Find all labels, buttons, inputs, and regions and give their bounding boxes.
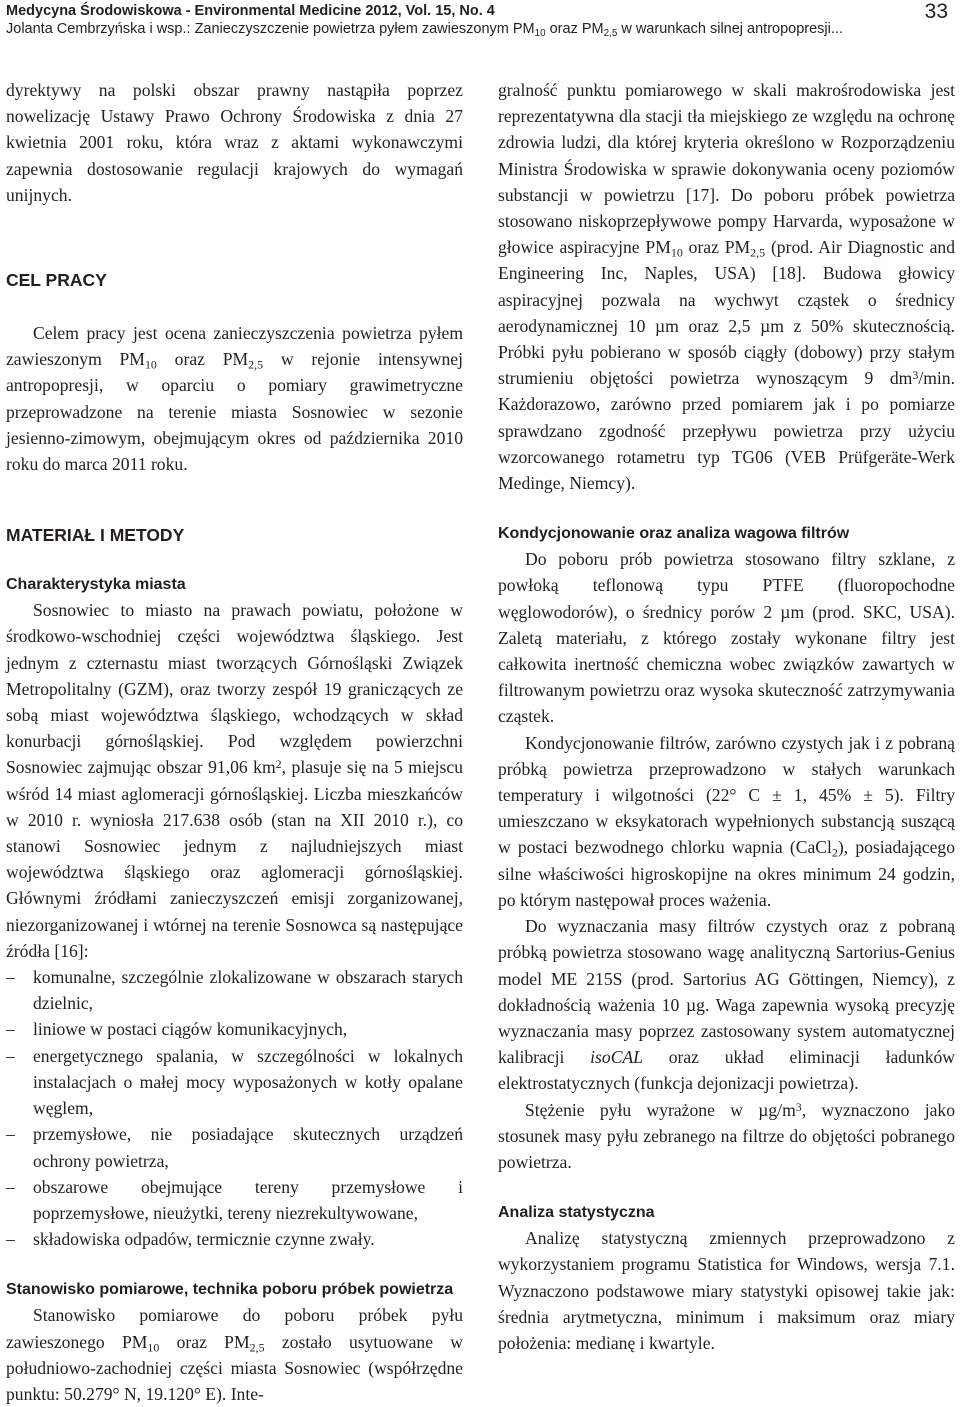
text-run: Kondycjonowanie filtrów, zarówno czystych jak i z pobraną próbką powietrza przeprowadzono w stałych warunkach temperatury i wilgotności (22° C ± 1, 45% ± 5). Filtry umieszczano w eksykatorach wypełnionych substancją suszącą w postaci bezwodnego chlorku wapnia (CaCl bbox=[498, 732, 955, 858]
superscript: 2 bbox=[275, 757, 282, 772]
text-run: Celem pracy jest ocena zanieczyszczenia powietrza pyłem zawieszonym PM bbox=[6, 323, 463, 370]
text-run: oraz PM bbox=[682, 237, 751, 258]
text-run: Stężenie pyłu wyrażone w µg/m bbox=[525, 1099, 796, 1120]
filters-paragraph-2 bbox=[498, 730, 955, 913]
left-column bbox=[6, 77, 463, 1407]
authors-text: w warunkach silnej antropopresji... bbox=[617, 21, 843, 37]
filters-paragraph-3 bbox=[498, 913, 955, 1096]
stats-paragraph: Analizę statystyczną zmiennych przeprowadzono z wykorzystaniem programu Statistica for Windows, wersja 7.1. Wyznaczono podstawowe miary statystyki opisowej takie jak: średnia arytmetyczna, minimum i maksimum oraz miary położenia: medianę i kwartyle. bbox=[498, 1228, 955, 1353]
text-run: , wyznaczono jako stosunek masy pyłu zebranego na filtrze do objętości pobranego powietrza. bbox=[498, 1099, 955, 1172]
city-paragraph bbox=[6, 597, 463, 964]
aim-heading: CEL PRACY bbox=[6, 270, 107, 291]
station-paragraph bbox=[6, 1302, 463, 1407]
filters-heading: Kondycjonowanie oraz analiza wagowa filtrów bbox=[498, 525, 850, 543]
subscript: 2,5 bbox=[603, 27, 618, 39]
subscript: 10 bbox=[147, 1339, 160, 1354]
list-item: – liniowe w postaci ciągów komunikacyjnych, bbox=[6, 1016, 463, 1042]
text-run: w rejonie intensywnej antropopresji, w oparciu o pomiary grawimetryczne przeprowadzone na terenie miasta Sosnowiec w sezonie jesienno-zimowym, obejmującym okres od października 2010 roku do marca 2011 roku. bbox=[6, 349, 463, 475]
authors-text: oraz PM bbox=[545, 21, 604, 37]
text-run: oraz PM bbox=[156, 349, 249, 370]
filters-paragraph-1: Do poboru prób powietrza stosowano filtry szklane, z powłoką teflonową typu PTFE (fluoropochodne węglowodorów), o średnicy porów 2 µm (prod. SKC, USA). Zaletą materiału, z którego zostały wykonane filtry jest całkowita inertność chemiczna wobec związków zawartych w filtrowanym powietrzu oraz wysoka skuteczność zatrzymywania cząstek. bbox=[498, 549, 955, 727]
list-item: – obszarowe obejmujące tereny przemysłowe i poprzemysłowe, nieużytki, tereny niezrekultywowane, bbox=[6, 1174, 463, 1226]
list-item: – komunalne, szczególnie zlokalizowane w obszarach starych dzielnic, bbox=[6, 964, 463, 1016]
text-run: , plasuje się na 5 miejscu wśród 14 miast aglomeracji górnośląskiej. Liczba mieszkańców w 2010 r. wyniosła 217.638 osób (stan na XII 2010 r.), co stanowi Sosnowiec jednym z najludniejszych miast województwa śląskiego oraz aglomeracji górnośląskiej. Głównymi źródłami zanieczyszczeń emisji zorganizowanej, niezorganizowanej i wtórnej na terenie Sosnowca są następujące źródła [16]: bbox=[6, 757, 463, 961]
text-run: (prod. Air Diagnostic and Engineering Inc, Naples, USA) [18]. Budowa głowicy aspiracyjnej pozwala na wychwyt cząstek o średnicy aerodynamicznej 10 µm oraz 2,5 µm z 50% skutecznością. Próbki pyłu pobierano w sposób ciągły (dobowy) przy stałym strumieniu objętości powietrza wynoszącym 9 dm bbox=[498, 237, 956, 389]
italic-term: isoCAL bbox=[590, 1047, 643, 1068]
subscript: 2 bbox=[831, 845, 838, 860]
text-run: oraz PM bbox=[159, 1331, 250, 1352]
subscript: 2,5 bbox=[249, 1339, 265, 1354]
emission-sources-list bbox=[6, 964, 463, 1252]
subscript: 10 bbox=[670, 245, 683, 260]
stats-heading: Analiza statystyczna bbox=[498, 1204, 655, 1222]
text-run: Do wyznaczania masy filtrów czystych oraz z pobraną próbką powietrza stosowano wagę analityczną Sartorius-Genius model ME 215S (prod. Sartorius AG Göttingen, Niemcy), z dokładnością ważenia 10 µg. Waga zapewnia wysoką precyzję wyznaczania masy poprzez zastosowany system automatycznej kalibracji bbox=[498, 916, 955, 1068]
page-number: 33 bbox=[924, 0, 948, 23]
subscript: 2,5 bbox=[750, 245, 766, 260]
text-run: ), posiadającego silne właściwości higroskopijne na okres minimum 24 godzin, po którym następował proces ważenia. bbox=[498, 837, 955, 910]
aim-paragraph bbox=[6, 320, 463, 477]
text-run: gralność punktu pomiarowego w skali makrośrodowiska jest reprezentatywna dla stacji tła miejskiego ze względu na ochronę zdrowia ludzi, dla której kryteria określono w Rozporządzeniu Ministra Środowiska w sprawie dokonywania oceny poziomów substancji w powietrzu [17]. Do poboru próbek powietrza stosowano niskoprzepływowe pompy Harvarda, wyposażone w głowice aspiracyjne PM bbox=[498, 80, 955, 258]
subscript: 10 bbox=[534, 27, 546, 39]
superscript: 3 bbox=[912, 368, 919, 383]
running-header-authors bbox=[6, 20, 843, 38]
city-heading: Charakterystyka miasta bbox=[6, 576, 186, 594]
text-run: oraz układ eliminacji ładunków elektrostatycznych (funkcja dejonizacji powietrza). bbox=[498, 1047, 955, 1094]
text-run: Sosnowiec to miasto na prawach powiatu, położone w środkowo-wschodniej części województwa śląskiego. Jest jednym z czternastu miast tworzących Górnośląski Związek Metropolitalny (GZM), oraz tworzy zespół 19 graniczących ze sobą miast województwa śląskiego, wchodzących w skład konurbacji górnośląskiej. Pod względem powierzchni Sosnowiec zajmując obszar 91,06 km bbox=[6, 600, 463, 778]
text-run: /min. Każdorazowo, zarówno przed pomiarem jak i po pomiarze sprawdzano zgodność przepływu powietrza przy użyciu wzorcowanego rotametru typ TG06 (VEB Prüfgeräte-Werk Medinge, Niemcy). bbox=[498, 368, 955, 494]
subscript: 2,5 bbox=[248, 357, 264, 372]
text-run: zostało usytuowane w południowo-zachodniej części miasta Sosnowiec (współrzędne punktu: 50.279° N, 19.120° E). Inte- bbox=[6, 1331, 464, 1404]
intro-paragraph: dyrektywy na polski obszar prawny nastąpiła poprzez nowelizację Ustawy Prawo Ochrony Środowiska z dnia 27 kwietnia 2001 roku, która wraz z aktami wykonawczymi zapewnia dostosowanie regulacji krajowych do wymagań unijnych. bbox=[6, 80, 463, 205]
text-run: Stanowisko pomiarowe do poboru próbek pyłu zawieszonego PM bbox=[6, 1305, 463, 1352]
superscript: 3 bbox=[795, 1099, 802, 1114]
list-item: – składowiska odpadów, termicznie czynne zwały. bbox=[6, 1226, 463, 1252]
list-item: – energetycznego spalania, w szczególności w lokalnych instalacjach o małej mocy wyposażonych w kotły opalane węglem, bbox=[6, 1043, 463, 1122]
station-continuation-paragraph bbox=[498, 77, 955, 496]
station-heading: Stanowisko pomiarowe, technika poboru próbek powietrza bbox=[6, 1281, 454, 1299]
running-header-journal: Medycyna Środowiskowa - Environmental Medicine 2012, Vol. 15, No. 4 bbox=[6, 3, 495, 19]
subscript: 10 bbox=[144, 357, 157, 372]
filters-paragraph-4 bbox=[498, 1097, 955, 1176]
right-column bbox=[498, 77, 955, 1356]
authors-text: Jolanta Cembrzyńska i wsp.: Zanieczyszczenie powietrza pyłem zawieszonym PM bbox=[6, 21, 535, 37]
methods-heading: MATERIAŁ I METODY bbox=[6, 525, 185, 546]
list-item: – przemysłowe, nie posiadające skutecznych urządzeń ochrony powietrza, bbox=[6, 1121, 463, 1173]
